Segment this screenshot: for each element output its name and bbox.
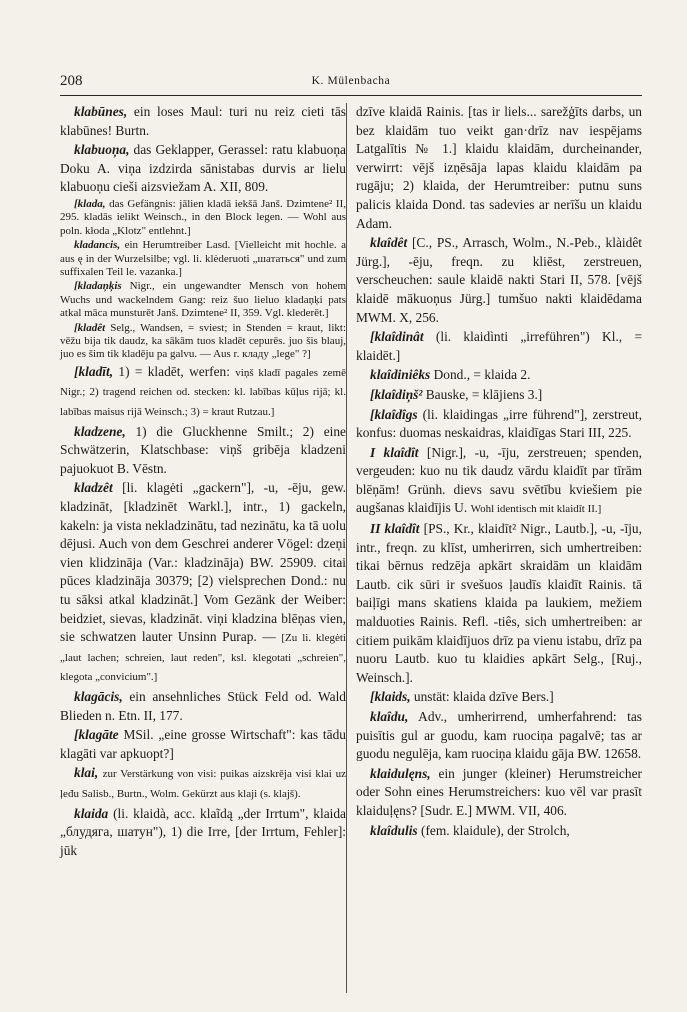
page-number: 208 xyxy=(60,73,83,89)
entry-text: Bauske, = klājiens 3.] xyxy=(425,386,543,402)
entry-text: Selg., Wandsen, = sviest; in Stenden = kraut, likt: vēžu bija tik daudz, ka sākām tuos kladēt cepurēs. juo šis blauj, juo es šim tik kladēju pa galvu. — Aus r. кладу „lege" ?] xyxy=(60,321,347,361)
entry-text: 1) = kladēt, werfen: xyxy=(118,363,230,379)
entry-text: MSil. „eine grosse Wirtschaft": kas tādu klagāti var apkuopt?] xyxy=(60,727,346,761)
dictionary-entry xyxy=(356,406,642,443)
entry-headword: [klagāte xyxy=(74,727,119,743)
dictionary-entry xyxy=(60,198,346,238)
entry-note: Wohl identisch mit klaidīt II.] xyxy=(470,503,602,516)
entry-note: [Zu li. klegėti „laut lachen; schreien, laut reden", ksl. klegotati „schreien", klegota „convicium".] xyxy=(60,632,346,684)
entry-headword: [klaîdiņš² xyxy=(370,386,423,402)
dictionary-entry xyxy=(356,234,642,327)
entry-headword: [kladīt, xyxy=(74,363,114,379)
entry-headword: kladzêt xyxy=(74,480,113,496)
entry-text: (li. klaidingas „irre führend"], zerstreut, konfus: duomas neskaidras, klaidīgas Stari III, 225. xyxy=(356,406,642,441)
entry-note: zur Verstärkung von visi: puikas aizskrēja visi klai uz ļeđu Salisb., Burtn., Wolm. Gekürzt aus klaji (s. klajš). xyxy=(60,768,346,800)
dictionary-entry xyxy=(60,726,346,763)
entry-continuation xyxy=(356,103,642,233)
dictionary-entry xyxy=(60,141,346,197)
entry-headword: kladancis, xyxy=(74,239,121,252)
dictionary-entry xyxy=(60,688,346,725)
running-head: K. Mülenbacha xyxy=(311,75,391,87)
entry-note: viņš kladī pagales zemē Nigr.; 2) tragend reichen od. stecken: kl. labības kūļus rijā; kl. labības maisus rijā Weinsch.; 3) = kraut Rutzau.] xyxy=(60,366,346,419)
dictionary-entry xyxy=(60,805,346,861)
entry-headword: klaîdulis xyxy=(370,822,418,838)
entry-headword: [klaîdinât xyxy=(370,329,424,345)
column-divider xyxy=(346,103,347,993)
entry-text: [C., PS., Arrasch, Wolm., N.-Peb., klàidêt Jürg.], -ēju, freqn. zu kliēst, zerstreuen, verscheuchen: saule klaidē nakti Stari II, 578. [vējš klaidē mākuoņus Jürg.] tumšuo nakti klaidēdama MWM. X, 256. xyxy=(356,235,642,325)
entry-text: [PS., Kr., klaidīt² Nigr., Lautb.], -u, -īju, intr., freqn. zu klīst, umherirren, sich umhertreiben: tikai bērnus redzēja apkārt skraidām un klaidām Lautb. cik sūri ir svešuos ļaudīs klaidīt Rainis. tā baiļīgi mans skatiens klaida pa laukiem, mežiem malduoties Rainis. Refl. -tiês, sich umhertreiben: ar citiem puikām klaidījuos drīz pa vienu istabu, drīz pa nuoru Lautb. kuo tu klaidies apkārt Selg., [Ruj., Weinsch.]. xyxy=(356,521,642,685)
dictionary-entry xyxy=(356,765,642,821)
entry-headword: klai, xyxy=(74,765,99,781)
page-header xyxy=(60,70,642,94)
left-column xyxy=(60,103,346,861)
right-column xyxy=(356,103,642,841)
entry-text: ein loses Maul: turi nu reiz cieti tās klabūnes! Burtn. xyxy=(60,104,346,138)
entry-headword: klabuoņa, xyxy=(74,142,130,158)
dictionary-entry xyxy=(60,423,346,479)
entry-headword: II klaîdît xyxy=(370,521,420,537)
entry-text: ein ansehnliches Stück Feld od. Wald Blieden n. Etn. II, 177. xyxy=(60,688,346,723)
entry-text: [Nigr.], -u, -īju, zerstreuen; spenden, vergeuden: kuo nu tik daudz vārdu klaidīt par tīrām blēņām! Grünh. dievs savu svētību kviešiem pie augšanas klaidījis U. xyxy=(356,444,643,516)
dictionary-entry xyxy=(60,479,346,687)
entry-text: (li. klaidà, acc. klaĩdą „der Irrtum", klaida „блудяга, шатун"), 1) die Irre, [der Irrtum, Fehler]: jūk xyxy=(60,805,346,858)
entry-text: Nigr., ein ungewandter Mensch von hohem Wuchs und wackelndem Gang: reiz šuo lieluo kladaņķi pats atkal māca munsturēt Janš. Dzimtene² II, 359. Vgl. klederēt.] xyxy=(60,280,347,320)
entry-text: das Gefängnis: jālien kladā iekšā Janš. Dzimtene² II, 295. kladās ielikt Weinsch., in den Block legen. — Wohl aus poln. kłoda „Klotz" entlehnt.] xyxy=(60,197,346,237)
entry-headword: klaidulęns, xyxy=(370,765,431,781)
entry-headword: [klada, xyxy=(74,197,106,210)
entry-headword: klaîdêt xyxy=(370,235,408,251)
entry-headword: [kladêt xyxy=(74,321,106,334)
entry-text: Adv., umherirrend, umherfahrend: tas puisītis gul ar guodu, kam ruociņa pagalvē; tas ar guodu negulēja, kam ruociņa klaidu gāja BW. 12658. xyxy=(356,709,643,762)
dictionary-entry xyxy=(356,386,642,405)
entry-headword: klaîdiniêks xyxy=(370,367,431,383)
entry-headword: kladzene, xyxy=(74,423,126,439)
entry-text: (li. klaidìnti „irreführen") Kl., = klaidēt.] xyxy=(356,329,642,363)
dictionary-entry xyxy=(60,363,346,422)
entry-headword: [klaids, xyxy=(370,689,411,705)
entry-text: ein Herumtreiber Lasd. [Vielleicht mit hochle. a aus ę in der Wurzelsilbe; vgl. li. klėderuoti „шататься" und zum suffixalen Teil le. vazanka.] xyxy=(60,239,346,278)
entry-headword: [klaîdîgs xyxy=(370,406,418,422)
entry-text: (fem. klaidule), der Strolch, xyxy=(421,822,570,838)
entry-headword: klagācis, xyxy=(74,688,123,704)
entry-text: 1) die Gluckhenne Smilt.; 2) eine Schwätzerin, Klatschbase: viņš gribēja kladzeni pajuokuot B. Vēstn. xyxy=(60,423,346,476)
dictionary-entry xyxy=(356,708,642,764)
dictionary-entry xyxy=(60,239,346,279)
dictionary-entry xyxy=(356,328,642,365)
dictionary-entry xyxy=(356,688,642,707)
dictionary-entry xyxy=(60,280,346,320)
dictionary-entry xyxy=(356,366,642,385)
entry-headword: [kladaņķis xyxy=(74,280,122,293)
dictionary-entry xyxy=(356,822,642,841)
entry-headword: klabūnes, xyxy=(74,104,128,119)
entry-text: unstät: klaida dzīve Bers.] xyxy=(413,689,554,705)
entry-headword: klaîdu, xyxy=(370,709,409,724)
entry-text: [li. klagėti „gackern"], -u, -ēju, gew. kladzināt, [kladzinēt Warkl.], intr., 1) gackeln, kakeln: ja vista nekladzinātu, tad nezinātu, ka tā uolu dējusi. Auch von dem Geschrei anderer Vögel: dzeņi vien klidzināja (Var.: kladzināja) BW. 25909. citai pūces kladzināja 30379; [2) vielsprechen Dond.: nu tu sāksi atkal kladzināt.] Vom Gezänk der Weiber: beidziet, sievas, kladzināt. viņi kladzina blēņas vien, sie schwatzen lauter Unsinn Purap. — xyxy=(60,480,346,645)
dictionary-entry xyxy=(356,444,642,519)
dictionary-entry xyxy=(60,322,346,362)
header-rule xyxy=(60,95,642,96)
dictionary-entry xyxy=(356,520,642,687)
dictionary-entry xyxy=(60,764,346,803)
entry-text: ein junger (kleiner) Herumstreicher oder Sohn eines Herumstreichers: kuo vēl var prasīt klaiduļęns? [Sudr. E.] MWM. VII, 406. xyxy=(356,765,642,818)
entry-headword: I klaîdît xyxy=(370,444,419,460)
entry-text: das Geklapper, Gerassel: ratu klabuoņa Doku A. viņa izdzirda sānistabas durvis ar lielu klabuoņu cieši aizsviežam A. XII, 809. xyxy=(60,142,346,195)
entry-text: dzīve klaidā Rainis. [tas ir liels... sarežģīts darbs, un bez klaidām tuo veikt gan·drīz nav iespējams Latgalītis № 1.] klaidu klaidām, durcheinander, verwirrt: vējš izņēsāja lapas klaidu klaidām pa rugāju; 2) klaida, der Herumtreiber: putnu suns palicis klaida Dond. tas sadevies ar nerīšu un klaidu Adam. xyxy=(356,104,642,231)
entry-headword: klaida xyxy=(74,805,109,821)
entry-text: Dond., = klaida 2. xyxy=(433,367,531,383)
dictionary-entry xyxy=(60,103,346,140)
